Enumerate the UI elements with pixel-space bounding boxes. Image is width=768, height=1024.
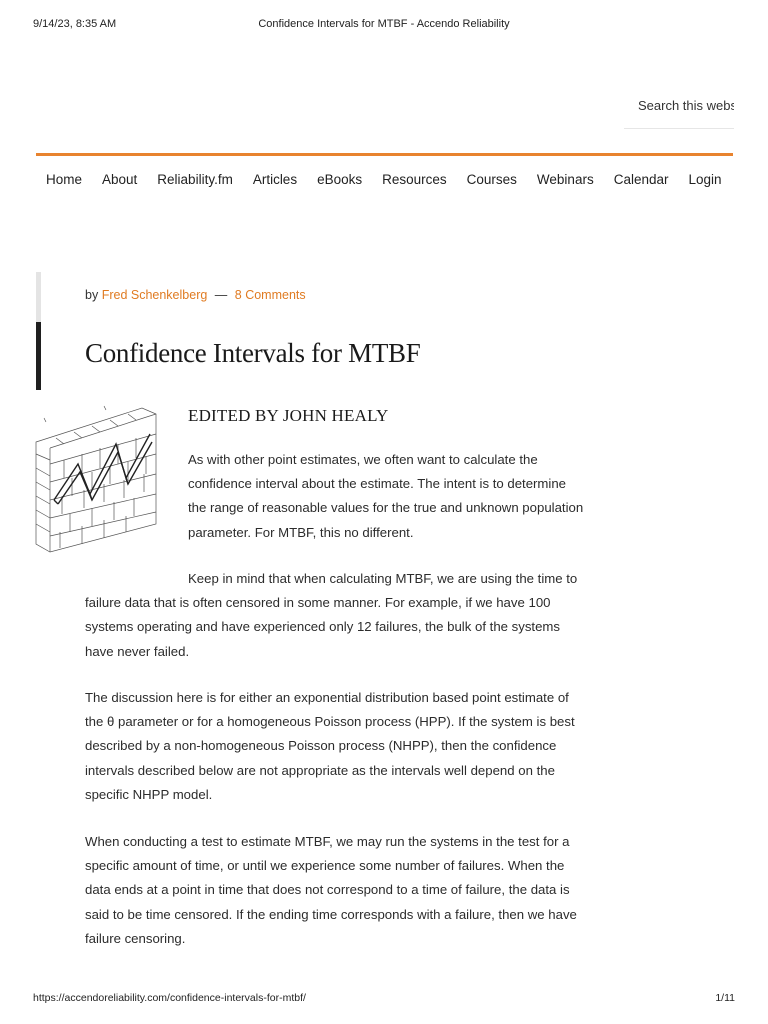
main-nav (36, 166, 732, 194)
nav-item-resources[interactable]: Resources (382, 172, 447, 187)
comments-link[interactable]: 8 Comments (234, 288, 306, 302)
title-accent-bar-dark (36, 322, 41, 390)
author-link[interactable]: Fred Schenkelberg (101, 288, 208, 302)
article-paragraph: The discussion here is for either an exponential distribution based point estimate of the θ parameter or for a homogeneous Poisson process (HPP). If the system is best described by a non-homogeneous Poisson process (NHPP), then the confidence intervals described below are not appropriate as the intervals well depend on the specific NHPP model. (85, 690, 575, 802)
header-divider (36, 153, 733, 156)
nav-item-courses[interactable]: Courses (466, 172, 517, 187)
print-footer (0, 992, 768, 1006)
print-page-number: 1/11 (715, 992, 735, 1004)
print-url: https://accendoreliability.com/confidence-intervals-for-mtbf/ (33, 992, 306, 1004)
nav-item-calendar[interactable]: Calendar (613, 172, 669, 187)
search-input[interactable] (624, 92, 734, 118)
nav-item-ebooks[interactable]: eBooks (317, 172, 363, 187)
article-paragraph: When conducting a test to estimate MTBF, we may run the systems in the test for a specific amount of time, or until we experience some number of failures. When the data ends at a point in time that does not correspond to a time of failure, the data is said to be time censored. If the ending time corresponds with a failure, then we have failure censoring. (85, 834, 577, 946)
nav-item-webinars[interactable]: Webinars (536, 172, 594, 187)
sawtooth-wall-illustration (34, 404, 158, 554)
search-box (624, 92, 734, 129)
print-header (0, 18, 768, 32)
article-paragraph: Keep in mind that when calculating MTBF, we are using the time to failure data that is often censored in some manner. For example, if we have 100 systems operating and have experienced only 12 failures, the bulk of the systems have never failed. (85, 571, 578, 659)
byline (85, 288, 306, 302)
article-paragraph: As with other point estimates, we often want to calculate the confidence interval about the estimate. The intent is to determine the range of reasonable values for the true and unknown population parameter. For MTBF, this no different. (188, 452, 584, 540)
title-accent-bar-light (36, 272, 41, 322)
edited-by-heading: EDITED BY JOHN HEALY (188, 406, 389, 425)
byline-separator: — (214, 288, 228, 302)
page-title: Confidence Intervals for MTBF (85, 338, 421, 368)
print-page-title: Confidence Intervals for MTBF - Accendo Reliability (258, 18, 510, 30)
nav-item-about[interactable]: About (102, 172, 138, 187)
print-datetime: 9/14/23, 8:35 AM (33, 18, 117, 30)
byline-prefix: by (85, 288, 99, 302)
nav-item-articles[interactable]: Articles (252, 172, 298, 187)
nav-item-login[interactable]: Login (688, 172, 722, 187)
nav-item-reliability-fm[interactable]: Reliability.fm (157, 172, 233, 187)
nav-item-home[interactable]: Home (46, 172, 83, 187)
